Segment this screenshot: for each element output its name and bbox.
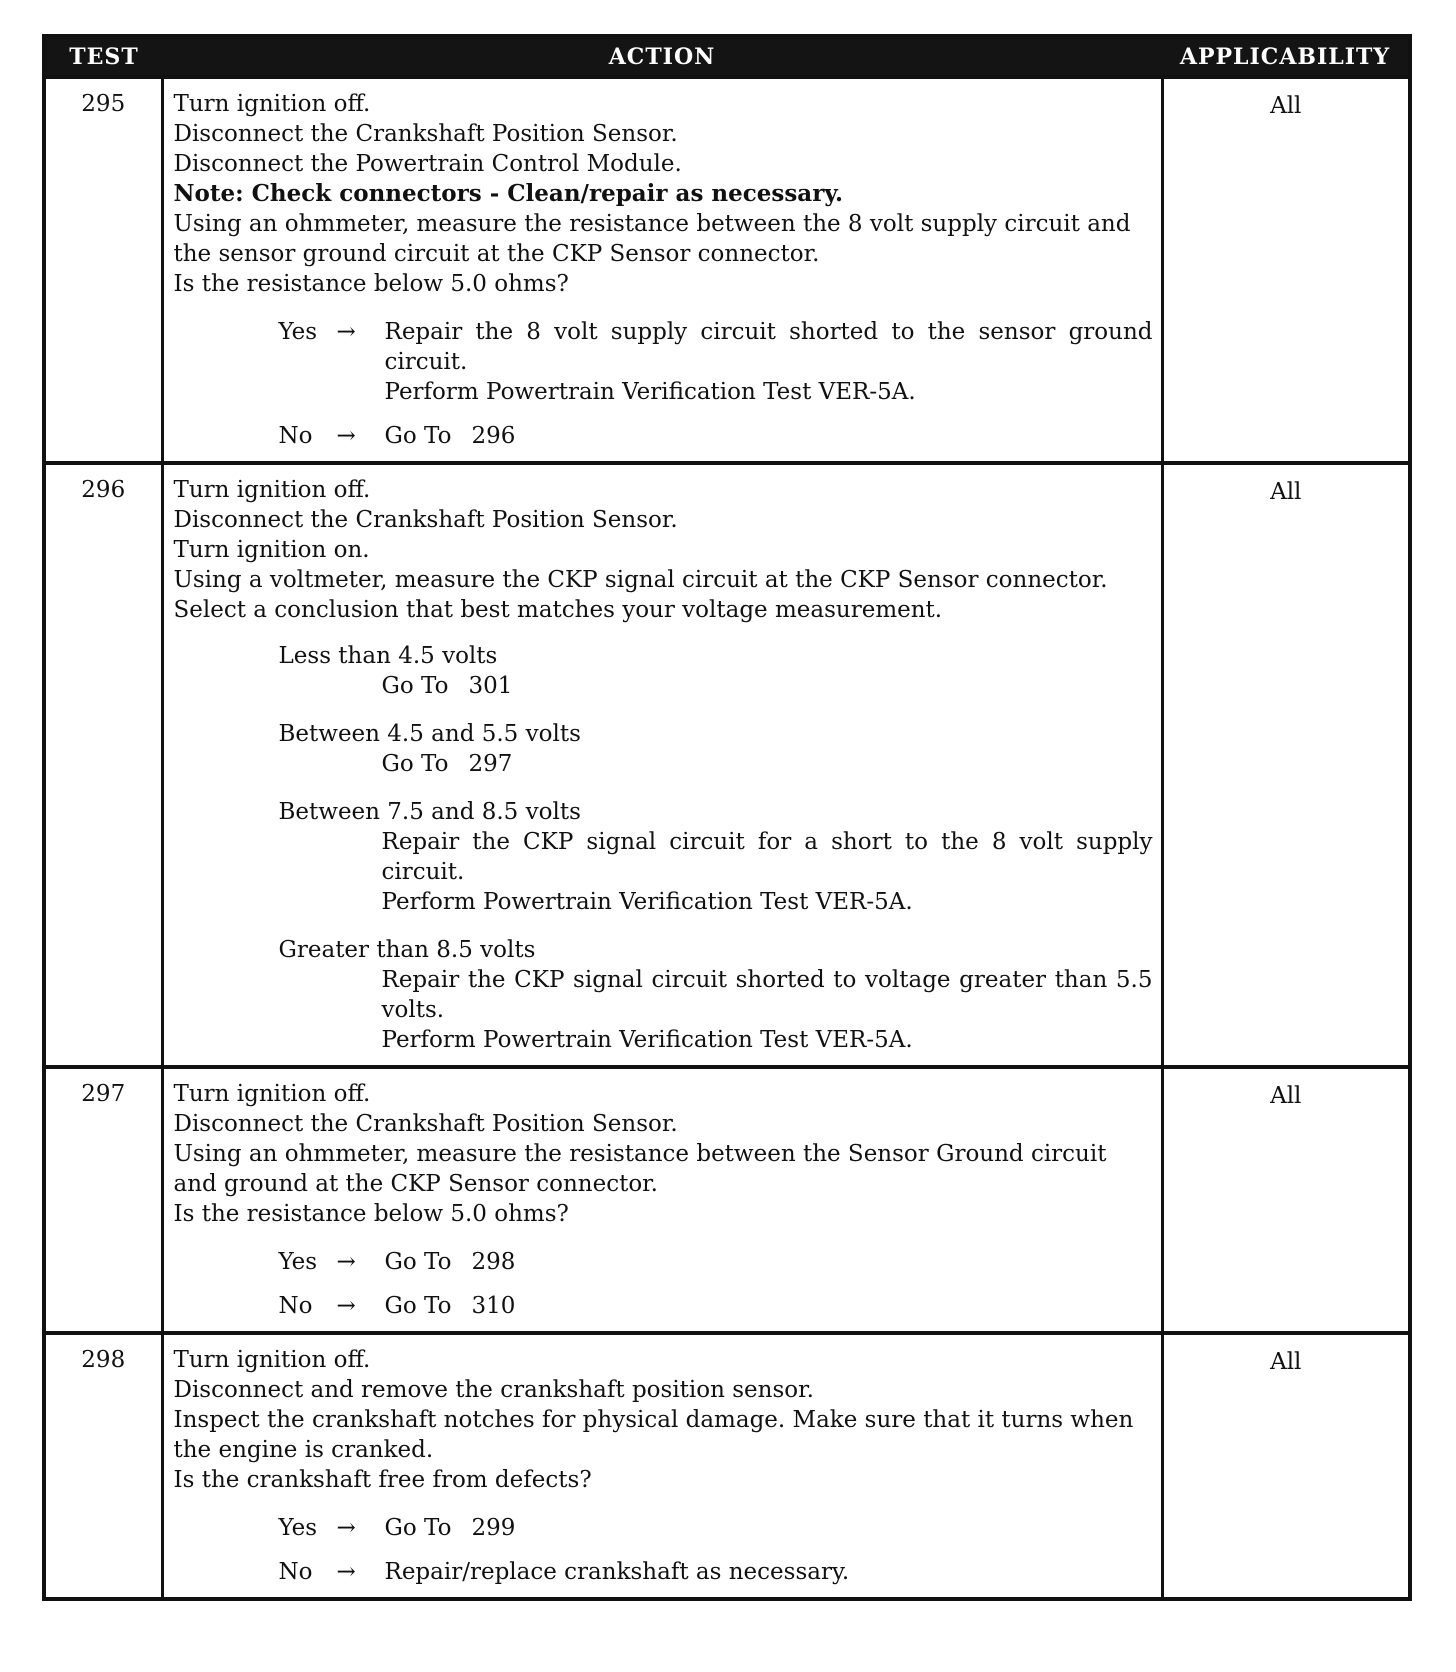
question-line: Is the crankshaft free from defects? <box>173 1467 592 1493</box>
note-line: Note: Check connectors - Clean/repair as necessary. <box>173 180 844 207</box>
action-line: Disconnect the Crankshaft Position Sensor. <box>173 507 678 533</box>
applicability-cell: All <box>1162 1067 1410 1333</box>
answer-label: No <box>278 1293 313 1319</box>
answer-label: Yes <box>278 1515 318 1541</box>
goto-label: Go To <box>381 673 449 699</box>
question-line: Is the resistance below 5.0 ohms? <box>173 271 569 297</box>
action-line: Using an ohmmeter, measure the resistance between the 8 volt supply circuit and the sensor ground circuit at the CKP Sensor connector. <box>173 211 1131 267</box>
action-line: Turn ignition off. <box>173 1347 371 1373</box>
test-row-295 <box>44 77 1410 463</box>
header-applicability: APPLICABILITY <box>1162 36 1410 77</box>
action-line: Using an ohmmeter, measure the resistance between the Sensor Ground circuit and ground at the CKP Sensor connector. <box>173 1141 1107 1197</box>
action-cell <box>162 1067 1162 1333</box>
answer-text <box>385 1513 1153 1543</box>
answer-text <box>385 317 1153 407</box>
conclusion-label: Greater than 8.5 volts <box>278 937 536 963</box>
arrow-icon: → <box>336 1559 356 1585</box>
arrow-icon: → <box>336 423 356 449</box>
answer-label: Yes <box>278 319 318 345</box>
conclusion-line: Perform Powertrain Verification Test VER-5A. <box>381 1027 913 1053</box>
applicability-cell: All <box>1162 1333 1410 1599</box>
action-cell <box>162 77 1162 463</box>
applicability-cell: All <box>1162 463 1410 1067</box>
answer-line: Repair the 8 volt supply circuit shorted to the sensor ground circuit. <box>384 319 1153 375</box>
goto-number[interactable]: 296 <box>471 423 516 449</box>
action-line: Disconnect the Crankshaft Position Sensor. <box>173 1111 678 1137</box>
test-number: 296 <box>44 463 162 1067</box>
test-row-297 <box>44 1067 1410 1333</box>
action-line: Turn ignition off. <box>173 477 371 503</box>
question-line: Select a conclusion that best matches your voltage measurement. <box>173 597 943 623</box>
action-line: Inspect the crankshaft notches for physical damage. Make sure that it turns when the engine is cranked. <box>173 1407 1134 1463</box>
diagnostic-table <box>42 34 1412 1601</box>
question-line: Is the resistance below 5.0 ohms? <box>173 1201 569 1227</box>
conclusion <box>279 797 1153 917</box>
answers <box>174 317 1153 451</box>
action-line: Disconnect the Crankshaft Position Sensor. <box>173 121 678 147</box>
conclusion <box>279 719 1153 779</box>
arrow-icon: → <box>336 1515 356 1541</box>
action-line: Using a voltmeter, measure the CKP signal circuit at the CKP Sensor connector. <box>173 567 1108 593</box>
answer-text <box>385 1247 1153 1277</box>
action-line: Disconnect and remove the crankshaft position sensor. <box>173 1377 814 1403</box>
diagnostic-page <box>42 34 1412 1601</box>
answer-yes <box>279 1247 1153 1277</box>
answer-yes <box>279 1513 1153 1543</box>
action-line: Turn ignition off. <box>173 1081 371 1107</box>
conclusion-line: Repair the CKP signal circuit for a short to the 8 volt supply circuit. <box>381 829 1153 885</box>
answer-text <box>385 1291 1153 1321</box>
goto-number[interactable]: 297 <box>468 751 513 777</box>
goto-label: Go To <box>384 423 452 449</box>
conclusion-line: Repair the CKP signal circuit shorted to voltage greater than 5.5 volts. <box>381 967 1153 1023</box>
conclusion-body <box>382 749 1153 779</box>
answer-no <box>279 1291 1153 1321</box>
goto-label: Go To <box>384 1293 452 1319</box>
conclusion-body <box>382 827 1153 917</box>
conclusion-body <box>382 965 1153 1055</box>
test-number: 298 <box>44 1333 162 1599</box>
action-cell <box>162 463 1162 1067</box>
arrow-icon: → <box>336 319 356 345</box>
goto-label: Go To <box>381 751 449 777</box>
arrow-icon: → <box>336 1249 356 1275</box>
conclusion-label: Between 4.5 and 5.5 volts <box>278 721 581 747</box>
conclusion <box>279 935 1153 1055</box>
header-action: ACTION <box>162 36 1162 77</box>
goto-label: Go To <box>384 1249 452 1275</box>
goto-label: Go To <box>384 1515 452 1541</box>
goto-number[interactable]: 299 <box>471 1515 516 1541</box>
answer-no <box>279 1557 1153 1587</box>
answer-yes <box>279 317 1153 407</box>
answer-no <box>279 421 1153 451</box>
test-row-298 <box>44 1333 1410 1599</box>
answers <box>174 1513 1153 1587</box>
action-line: Turn ignition on. <box>173 537 370 563</box>
conclusion-body <box>382 671 1153 701</box>
goto-number[interactable]: 310 <box>471 1293 516 1319</box>
goto-number[interactable]: 301 <box>468 673 513 699</box>
action-line: Disconnect the Powertrain Control Module. <box>173 151 682 177</box>
arrow-icon: → <box>336 1293 356 1319</box>
conclusion-line: Perform Powertrain Verification Test VER-5A. <box>381 889 913 915</box>
answer-line: Perform Powertrain Verification Test VER-5A. <box>384 379 916 405</box>
test-row-296 <box>44 463 1410 1067</box>
action-line: Turn ignition off. <box>173 91 371 117</box>
answer-label: No <box>278 1559 313 1585</box>
applicability-cell: All <box>1162 77 1410 463</box>
answers <box>174 1247 1153 1321</box>
conclusion-label: Between 7.5 and 8.5 volts <box>278 799 581 825</box>
test-number: 297 <box>44 1067 162 1333</box>
answer-label: Yes <box>278 1249 318 1275</box>
goto-number[interactable]: 298 <box>471 1249 516 1275</box>
action-cell <box>162 1333 1162 1599</box>
header-test: TEST <box>44 36 162 77</box>
table-header-row <box>44 36 1410 77</box>
answer-text <box>385 421 1153 451</box>
test-number: 295 <box>44 77 162 463</box>
answer-label: No <box>278 423 313 449</box>
answer-text: Repair/replace crankshaft as necessary. <box>384 1559 850 1585</box>
conclusion-label: Less than 4.5 volts <box>278 643 498 669</box>
conclusion <box>279 641 1153 701</box>
